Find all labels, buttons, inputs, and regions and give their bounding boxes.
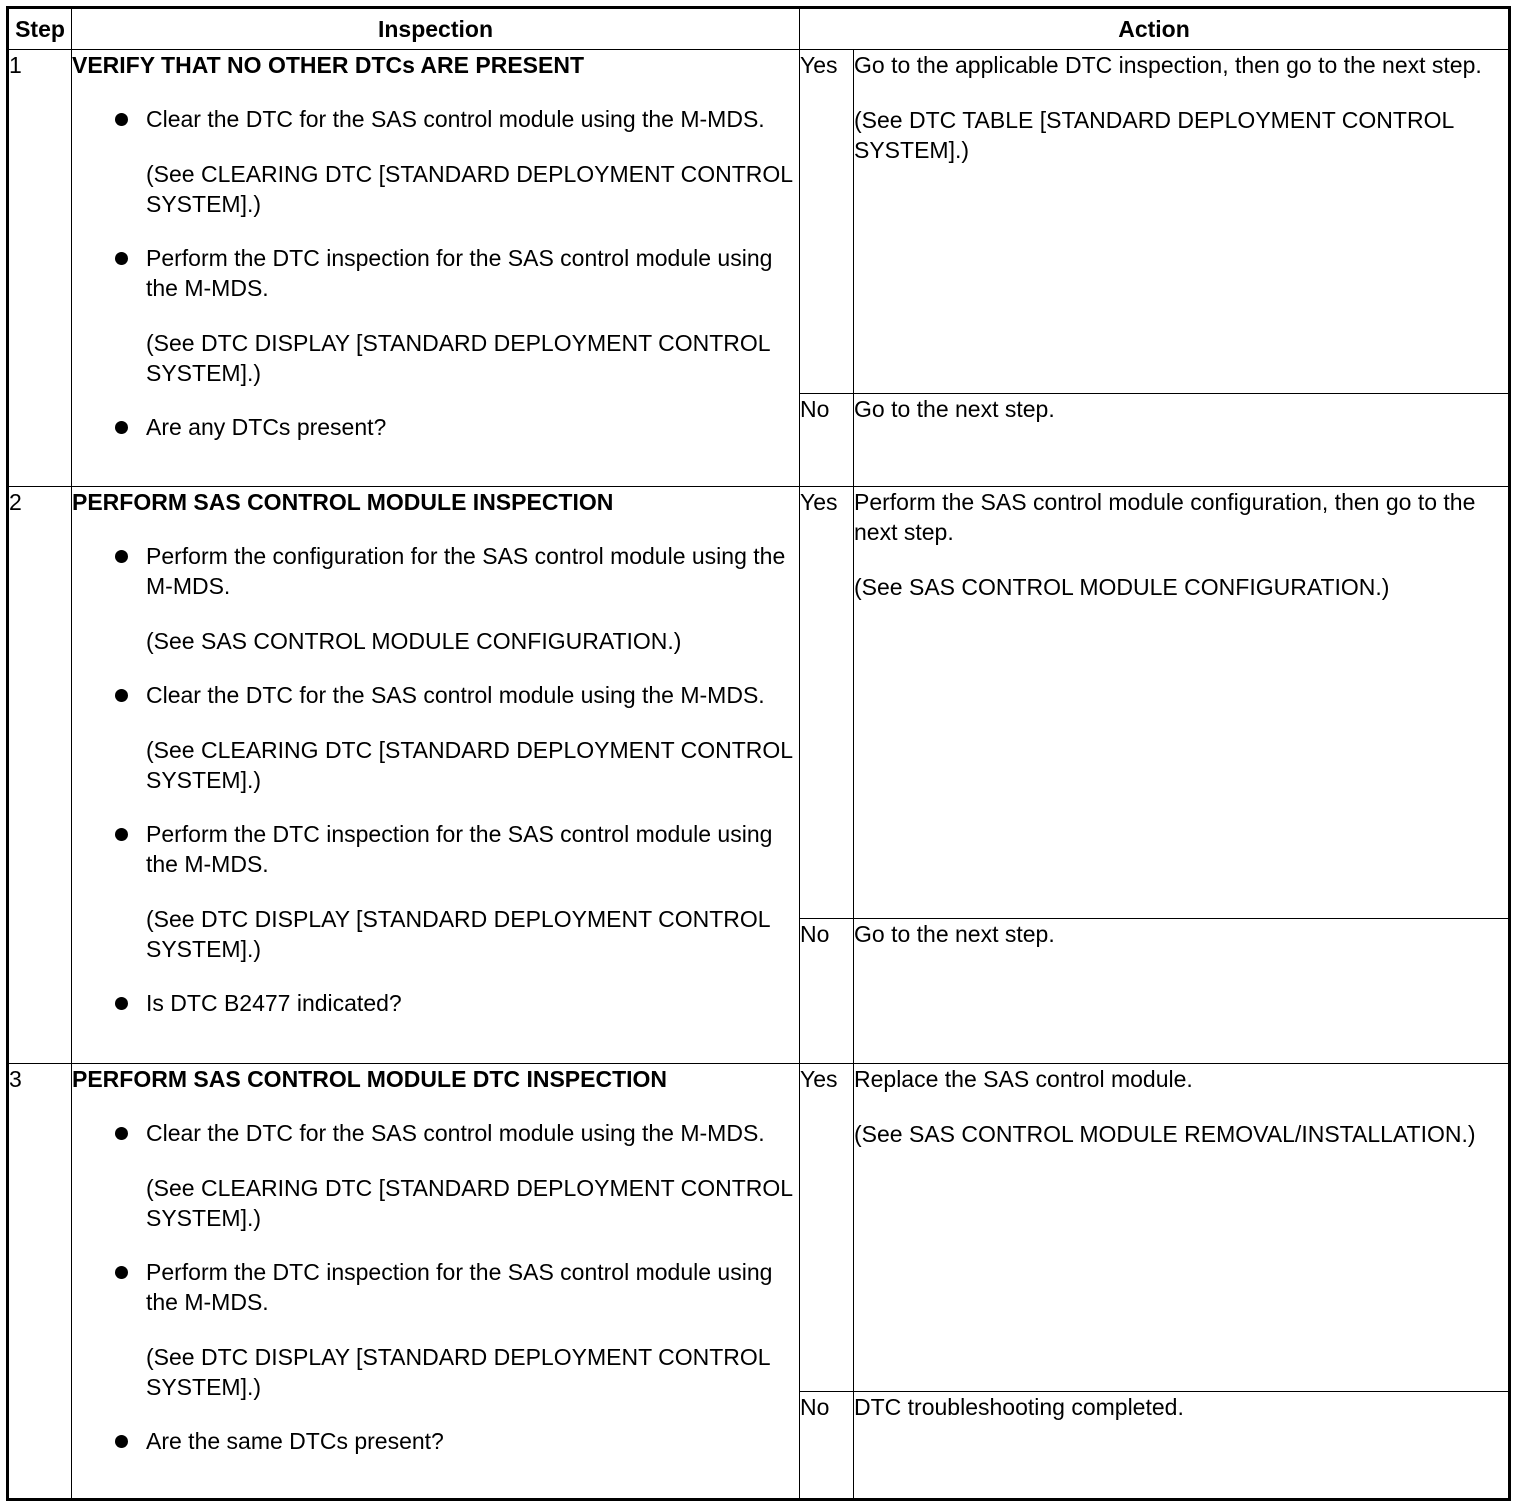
bullet-icon — [115, 997, 128, 1010]
bullet-icon — [115, 1266, 128, 1279]
inspection-item — [72, 412, 799, 442]
bullet-icon — [115, 252, 128, 265]
no-label: No — [800, 1392, 854, 1500]
inspection-text: Clear the DTC for the SAS control module using the M-MDS. — [146, 1120, 765, 1146]
step-inspection — [72, 1064, 800, 1500]
header-step: Step — [8, 8, 72, 50]
inspection-item — [72, 1426, 799, 1456]
inspection-reference: (See CLEARING DTC [STANDARD DEPLOYMENT CONTROL SYSTEM].) — [146, 1175, 793, 1231]
action-text: Perform the SAS control module configuration, then go to the next step. — [854, 489, 1476, 545]
step-2-yes-row — [8, 487, 1510, 919]
inspection-reference: (See CLEARING DTC [STANDARD DEPLOYMENT CONTROL SYSTEM].) — [146, 737, 793, 793]
inspection-item — [72, 1257, 799, 1402]
step-title: VERIFY THAT NO OTHER DTCs ARE PRESENT — [72, 52, 585, 78]
inspection-reference: (See DTC DISPLAY [STANDARD DEPLOYMENT CONTROL SYSTEM].) — [146, 1344, 770, 1400]
action-reference: (See SAS CONTROL MODULE REMOVAL/INSTALLATION.) — [854, 1121, 1476, 1147]
inspection-text: Clear the DTC for the SAS control module using the M-MDS. — [146, 682, 765, 708]
bullet-icon — [115, 421, 128, 434]
action-reference: (See DTC TABLE [STANDARD DEPLOYMENT CONTROL SYSTEM].) — [854, 107, 1454, 163]
step-3-yes-row — [8, 1064, 1510, 1392]
action-text: Replace the SAS control module. — [854, 1066, 1193, 1092]
inspection-reference: (See SAS CONTROL MODULE CONFIGURATION.) — [146, 628, 682, 654]
bullet-icon — [115, 689, 128, 702]
no-action: Go to the next step. — [854, 394, 1510, 487]
step-title: PERFORM SAS CONTROL MODULE INSPECTION — [72, 489, 614, 515]
inspection-list — [72, 1118, 799, 1456]
inspection-text: Clear the DTC for the SAS control module using the M-MDS. — [146, 106, 765, 132]
inspection-item — [72, 541, 799, 656]
inspection-reference: (See CLEARING DTC [STANDARD DEPLOYMENT CONTROL SYSTEM].) — [146, 161, 793, 217]
inspection-question: Are any DTCs present? — [146, 414, 387, 440]
bullet-icon — [115, 1127, 128, 1140]
inspection-item — [72, 1118, 799, 1233]
step-1-yes-row — [8, 50, 1510, 394]
yes-label: Yes — [800, 50, 854, 394]
action-text: Go to the applicable DTC inspection, then go to the next step. — [854, 52, 1482, 78]
bullet-icon — [115, 550, 128, 563]
yes-action — [854, 1064, 1510, 1392]
inspection-list — [72, 541, 799, 1018]
step-inspection — [72, 50, 800, 487]
step-number: 1 — [8, 50, 72, 487]
inspection-item — [72, 680, 799, 795]
no-action: DTC troubleshooting completed. — [854, 1392, 1510, 1500]
inspection-item — [72, 988, 799, 1018]
inspection-item — [72, 104, 799, 219]
inspection-text: Perform the configuration for the SAS control module using the M-MDS. — [146, 543, 786, 599]
inspection-item — [72, 819, 799, 964]
inspection-text: Perform the DTC inspection for the SAS control module using the M-MDS. — [146, 821, 773, 877]
yes-action — [854, 50, 1510, 394]
inspection-question: Are the same DTCs present? — [146, 1428, 444, 1454]
no-action: Go to the next step. — [854, 919, 1510, 1064]
inspection-text: Perform the DTC inspection for the SAS control module using the M-MDS. — [146, 245, 773, 301]
bullet-icon — [115, 828, 128, 841]
inspection-text: Perform the DTC inspection for the SAS control module using the M-MDS. — [146, 1259, 773, 1315]
yes-label: Yes — [800, 487, 854, 919]
inspection-reference: (See DTC DISPLAY [STANDARD DEPLOYMENT CONTROL SYSTEM].) — [146, 906, 770, 962]
action-reference: (See SAS CONTROL MODULE CONFIGURATION.) — [854, 574, 1390, 600]
step-number: 2 — [8, 487, 72, 1064]
inspection-question: Is DTC B2477 indicated? — [146, 990, 402, 1016]
yes-label: Yes — [800, 1064, 854, 1392]
no-label: No — [800, 394, 854, 487]
troubleshooting-table — [6, 6, 1511, 1501]
header-inspection: Inspection — [72, 8, 800, 50]
bullet-icon — [115, 113, 128, 126]
step-number: 3 — [8, 1064, 72, 1500]
yes-action — [854, 487, 1510, 919]
bullet-icon — [115, 1435, 128, 1448]
inspection-reference: (See DTC DISPLAY [STANDARD DEPLOYMENT CONTROL SYSTEM].) — [146, 330, 770, 386]
inspection-item — [72, 243, 799, 388]
header-row — [8, 8, 1510, 50]
step-title: PERFORM SAS CONTROL MODULE DTC INSPECTION — [72, 1066, 668, 1092]
no-label: No — [800, 919, 854, 1064]
step-inspection — [72, 487, 800, 1064]
header-action: Action — [800, 8, 1510, 50]
inspection-list — [72, 104, 799, 442]
